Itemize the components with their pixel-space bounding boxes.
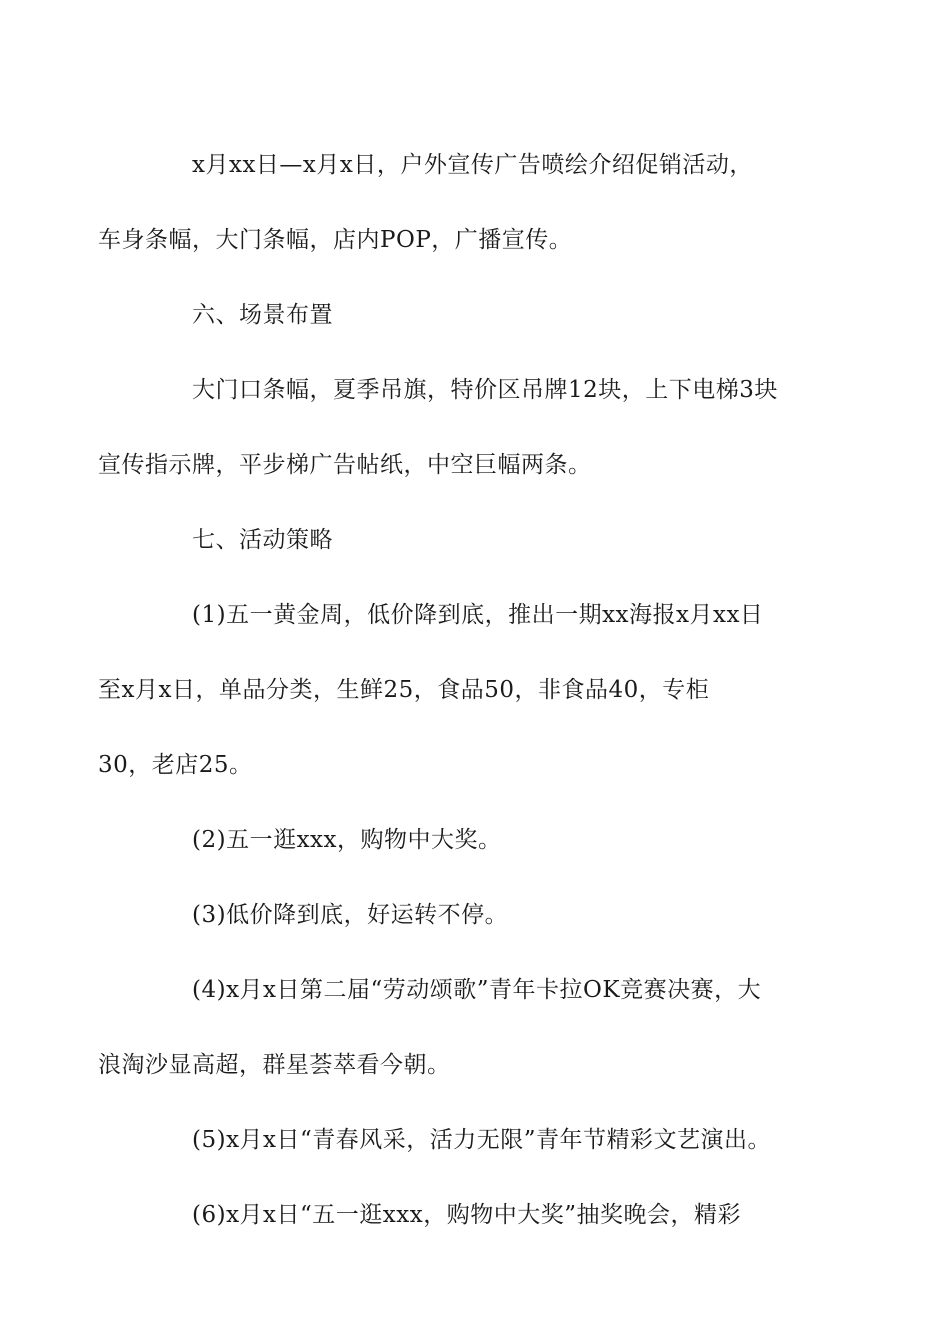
- paragraph-strategy-1: [98, 578, 810, 803]
- paragraph-promotion-schedule: [98, 128, 810, 278]
- text-line: (3)低价降到底，好运转不停。: [192, 902, 509, 928]
- text-line: 30，老店25。: [98, 752, 253, 778]
- paragraph-strategy-3: [145, 878, 810, 953]
- text-line: 宣传指示牌，平步梯广告帖纸，中空巨幅两条。: [98, 452, 592, 478]
- paragraph-strategy-4: [98, 953, 810, 1103]
- text-line: (5)x月x日“青春风采，活力无限”青年节精彩文艺演出。: [192, 1127, 772, 1153]
- paragraph-scene-layout: [98, 353, 810, 503]
- text-line: (2)五一逛xxx，购物中大奖。: [192, 827, 502, 853]
- text-line: 浪淘沙显高超，群星荟萃看今朝。: [98, 1052, 451, 1078]
- heading-text: 七、活动策略: [192, 527, 333, 553]
- paragraph-strategy-5: [145, 1103, 810, 1178]
- text-line: 车身条幅，大门条幅，店内POP，广播宣传。: [98, 227, 573, 253]
- section-heading-strategy: [145, 503, 810, 578]
- text-line: (6)x月x日“五一逛xxx，购物中大奖”抽奖晚会，精彩: [192, 1202, 741, 1228]
- text-line: (1)五一黄金周，低价降到底，推出一期xx海报x月xx日: [192, 602, 764, 628]
- heading-text: 六、场景布置: [192, 302, 333, 328]
- section-heading-scene-layout: [145, 278, 810, 353]
- paragraph-strategy-6: [145, 1178, 810, 1253]
- document-body: [98, 128, 810, 1253]
- paragraph-strategy-2: [145, 803, 810, 878]
- text-line: x月xx日—x月x日，户外宣传广告喷绘介绍促销活动，: [192, 152, 753, 178]
- text-line: 至x月x日，单品分类，生鲜25，食品50，非食品40，专柜: [98, 677, 710, 703]
- text-line: (4)x月x日第二届“劳动颂歌”青年卡拉OK竞赛决赛，大: [192, 977, 762, 1003]
- text-line: 大门口条幅，夏季吊旗，特价区吊牌12块，上下电梯3块: [192, 377, 778, 403]
